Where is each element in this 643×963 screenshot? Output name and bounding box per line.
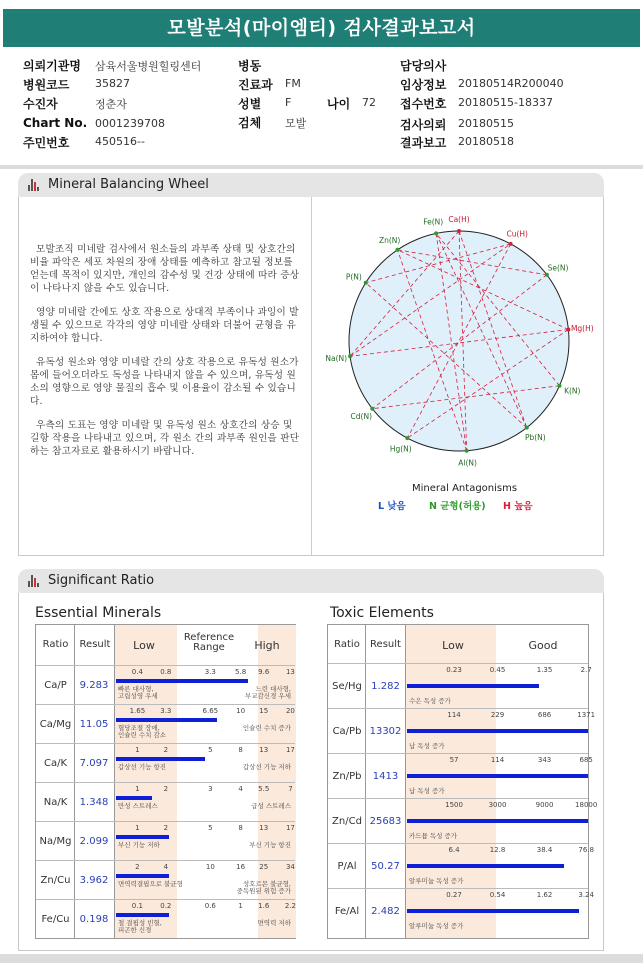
ratio-bar <box>407 864 564 868</box>
tick-label: 229 <box>490 711 505 719</box>
legend-high: H 높음 <box>503 501 533 512</box>
sex-label: 성별 <box>238 97 262 111</box>
ratio-name: Ca/K <box>43 758 68 769</box>
hospcode-label: 병원코드 <box>23 78 70 92</box>
toxic-note: 수은 독성 증가 <box>409 697 451 705</box>
tick-label: 0.27 <box>446 891 462 899</box>
wheel-node-dot <box>348 354 352 358</box>
wheel-node-label: Hg(N) <box>389 444 412 454</box>
tick-label: 3.3 <box>160 707 172 715</box>
tick-labels <box>116 785 294 793</box>
tick-labels <box>407 756 593 764</box>
note-high: 급성 스트레스 <box>251 802 291 810</box>
tick-label: 343 <box>537 756 552 764</box>
note-low: 갑상선 기능 항진 <box>118 763 167 771</box>
toxic-note: 납 독성 증가 <box>409 742 445 750</box>
tick-label: 13 <box>259 746 269 754</box>
wheel-node-dot <box>395 248 399 252</box>
wheel-node-label: Pb(N) <box>524 433 546 443</box>
ratio-result: 11.05 <box>79 719 109 730</box>
wheel-node-label: K(N) <box>564 386 581 396</box>
tick-label: 1.65 <box>129 707 146 715</box>
col-good: Good <box>528 639 558 652</box>
ratio-name: Ca/Mg <box>39 719 72 730</box>
sample-label: 검체 <box>238 116 262 130</box>
essential-row <box>36 782 295 821</box>
ratio-result: 50.27 <box>371 861 400 872</box>
tick-label: 3 <box>208 785 213 793</box>
bar-chart-icon <box>28 179 40 191</box>
wheel-node-label: Zn(N) <box>378 235 401 245</box>
tick-label: 114 <box>447 711 461 719</box>
wheel-paragraph: 우측의 도표는 영양 미네랄 및 유독성 원소 상호간의 상승 및 길항 작용을 나타내고 있으며, 각 원소 간의 과부족 원인을 판단하는 참고자료로 활용하시기 바랍니다. <box>30 420 300 457</box>
ratio-bar <box>407 729 588 733</box>
legend-normal: N 균형(허용) <box>429 501 486 512</box>
request-value: 20180515 <box>458 117 514 130</box>
toxic-title: Toxic Elements <box>330 605 434 621</box>
wheel-node-label: Na(N) <box>325 353 348 363</box>
dept-label: 진료과 <box>238 78 273 92</box>
wheel-node-dot <box>364 281 368 285</box>
note-high: 성호르몬 불균형, 중독원된 위험 증가 <box>236 880 291 895</box>
tick-label: 2.2 <box>284 902 297 910</box>
tick-label: 9000 <box>535 801 554 809</box>
wheel-caption: Mineral Antagonisms <box>412 483 518 494</box>
tick-label: 0.1 <box>131 902 143 910</box>
tick-label: 25 <box>259 863 269 871</box>
toxic-row <box>328 798 598 843</box>
tick-label: 0.54 <box>489 891 506 899</box>
tick-label: 8 <box>238 824 243 832</box>
ratio-name: Zn/Pb <box>332 771 362 782</box>
tick-label: 114 <box>490 756 505 764</box>
tick-labels <box>407 801 598 809</box>
ratio-result: 1413 <box>372 771 399 782</box>
ratio-name: Na/K <box>43 797 68 808</box>
ward-label: 병동 <box>238 59 262 73</box>
ratio-bar <box>116 757 205 761</box>
tick-labels <box>116 707 294 715</box>
essential-table <box>35 624 296 939</box>
tick-label: 5.8 <box>235 668 247 676</box>
wheel-paragraph: 유독성 원소와 영양 미네랄 간의 상호 작용으로 유독성 원소가 몸에 들어오더라도 독성을 나타내지 않을 수 있으며, 유독성 원소의 영향으로 영양 물질의 흡수 및 이용율이 감소될 수 있습니다. <box>30 357 299 407</box>
toxic-row <box>328 843 594 888</box>
ratio-bar <box>116 874 169 878</box>
ratio-name: Zn/Cu <box>40 875 71 886</box>
ratio-section-header <box>18 569 604 593</box>
tick-label: 20 <box>285 707 295 715</box>
ratio-name: Ca/Pb <box>332 726 362 737</box>
tick-labels <box>116 863 294 871</box>
ratio-result: 1.348 <box>79 797 109 808</box>
tick-label: 1 <box>135 785 140 793</box>
tick-label: 2 <box>135 863 140 871</box>
wheel-node-dot <box>557 384 561 388</box>
tick-label: 2 <box>163 824 169 832</box>
footer-bar <box>0 954 643 963</box>
tick-labels <box>116 668 294 676</box>
note-high: 인슐린 수치 증가 <box>242 724 291 732</box>
wheel-node-dot <box>465 449 469 453</box>
patient-info <box>0 55 643 165</box>
tick-labels <box>407 711 596 719</box>
tick-label: 2 <box>163 746 169 754</box>
tick-label: 2 <box>163 785 169 793</box>
patient-value: 정춘자 <box>95 98 127 111</box>
essential-row <box>36 821 295 860</box>
wheel-node-dot <box>434 231 438 235</box>
note-high: 느린 대사형, 부교감신경 우세 <box>244 685 291 700</box>
tick-label: 1 <box>135 824 140 832</box>
report-title: 모발분석(마이엠티) 검사결과보고서 <box>3 9 640 47</box>
clinical-value: 20180514R200040 <box>458 77 564 90</box>
tick-label: 1.62 <box>536 891 553 899</box>
tick-label: 0.45 <box>489 666 506 674</box>
tick-labels <box>407 846 594 854</box>
resultdate-label: 결과보고 <box>400 136 447 150</box>
tick-label: 15 <box>259 707 269 715</box>
tick-labels <box>116 902 297 910</box>
legend-low: L 낮음 <box>378 501 406 512</box>
tick-labels <box>116 746 294 754</box>
wheel-node-label: Fe(N) <box>423 217 444 227</box>
ratio-name: Zn/Cd <box>332 816 362 827</box>
tick-label: 3.24 <box>578 891 594 899</box>
tick-label: 16 <box>236 863 246 871</box>
ratio-bar <box>407 774 588 778</box>
ratio-bar <box>407 684 539 688</box>
wheel-node-label: Cu(H) <box>506 229 528 239</box>
note-high: 갑상선 기능 저하 <box>242 763 291 771</box>
note-high: 면역력 저하 <box>257 919 291 927</box>
tick-label: 686 <box>537 711 552 719</box>
note-low: 만성 스트레스 <box>118 802 158 810</box>
tick-label: 6.65 <box>202 707 219 715</box>
essential-row <box>36 860 295 899</box>
ratio-result: 3.962 <box>79 875 109 886</box>
essential-row <box>36 899 295 938</box>
tick-label: 76.8 <box>578 846 594 854</box>
tick-label: 6.4 <box>448 846 460 854</box>
mineral-wheel-diagram <box>312 198 602 518</box>
wheel-description <box>30 243 302 469</box>
ratio-section-title: Significant Ratio <box>48 573 155 588</box>
tick-label: 2.7 <box>580 666 592 674</box>
tick-label: 3.3 <box>204 668 216 676</box>
tick-label: 1.35 <box>536 666 553 674</box>
note-low: 철 결핍성 빈혈, 피곤한 신경 <box>118 919 162 934</box>
wheel-node-label: Ca(H) <box>448 215 470 224</box>
tick-label: 18000 <box>575 801 598 809</box>
ratio-name: Se/Hg <box>332 681 362 692</box>
tick-label: 1500 <box>445 801 463 809</box>
wheel-node-dot <box>370 407 374 411</box>
tick-label: 17 <box>285 824 295 832</box>
tick-label: 0.23 <box>446 666 462 674</box>
wheel-section-title: Mineral Balancing Wheel <box>48 177 209 192</box>
note-high: 부신 기능 항진 <box>249 841 291 849</box>
ratio-result: 7.097 <box>79 758 109 769</box>
bar-chart-icon <box>28 575 40 587</box>
tick-label: 1 <box>238 902 243 910</box>
ratio-result: 1.282 <box>371 681 400 692</box>
request-label: 검사의뢰 <box>400 118 447 132</box>
wheel-node-label: Se(N) <box>547 263 569 273</box>
tick-label: 10 <box>205 863 215 871</box>
receipt-label: 접수번호 <box>400 97 447 111</box>
wheel-node-dot <box>509 242 513 246</box>
tick-label: 13 <box>259 824 269 832</box>
tick-label: 0.8 <box>160 668 172 676</box>
tick-label: 685 <box>579 756 593 764</box>
ratio-bar <box>116 913 169 917</box>
col-low: Low <box>133 639 155 652</box>
wheel-node-dot <box>457 229 461 233</box>
ratio-result: 13302 <box>369 726 402 737</box>
tick-labels <box>116 824 294 832</box>
chart-value: 0001239708 <box>95 117 165 130</box>
resultdate-value: 20180518 <box>458 135 514 148</box>
ratio-bar <box>407 909 579 913</box>
tick-label: 7 <box>288 785 293 793</box>
resid-label: 주민번호 <box>23 136 70 150</box>
tick-label: 10 <box>236 707 246 715</box>
wheel-node-label: Al(N) <box>458 458 477 468</box>
org-value: 삼육서울병원힐링센터 <box>95 60 202 73</box>
ratio-result: 2.482 <box>371 906 400 917</box>
resid-value: 450516-- <box>95 135 145 148</box>
tick-label: 57 <box>449 756 459 764</box>
col-high: High <box>254 639 280 652</box>
org-label: 의뢰기관명 <box>23 59 81 73</box>
dept-value: FM <box>285 77 301 90</box>
tick-labels <box>407 891 594 899</box>
patient-label: 수진자 <box>23 97 58 111</box>
wheel-node-label: P(N) <box>345 272 362 282</box>
ratio-name: Fe/Al <box>334 906 360 917</box>
toxic-row <box>328 708 596 753</box>
wheel-node-dot <box>545 273 549 277</box>
clinical-label: 임상정보 <box>400 78 447 92</box>
essential-row <box>36 665 295 704</box>
col-ratio: Ratio <box>334 639 360 650</box>
ratio-result: 9.283 <box>79 680 109 691</box>
ratio-bar <box>116 679 248 683</box>
wheel-paragraph: 모발조직 미네랄 검사에서 원소들의 과부족 상태 및 상호간의 비율 파악은 세포 차원의 장애 상태를 예측하고 참고될 정보를 얻는데 목적이 있지만, 개인의 감수성 및 건강 상태에 따라 증상이 나타나지 않을 수도 있습니다. <box>30 244 300 294</box>
ratio-bar <box>116 835 169 839</box>
tick-label: 12.8 <box>489 846 506 854</box>
tick-labels <box>407 666 592 674</box>
tick-label: 5.5 <box>258 785 270 793</box>
ratio-name: Na/Mg <box>39 836 72 847</box>
header-divider <box>0 165 643 169</box>
toxic-table <box>327 624 598 939</box>
ratio-name: P/Al <box>337 861 357 872</box>
toxic-note: 알루미늄 독성 증가 <box>409 922 464 930</box>
doctor-label: 담당의사 <box>400 59 447 73</box>
col-result: Result <box>370 639 401 650</box>
note-low: 부신 기능 저하 <box>118 841 160 849</box>
chart-label: Chart No. <box>23 116 88 130</box>
toxic-row <box>328 753 593 798</box>
tick-label: 38.4 <box>536 846 553 854</box>
tick-label: 4 <box>163 863 169 871</box>
wheel-section-header <box>18 173 604 197</box>
wheel-node-label: Cd(N) <box>350 412 373 422</box>
ratio-bar <box>116 796 152 800</box>
col-ratio: Ratio <box>42 639 69 650</box>
tick-label: 17 <box>285 746 295 754</box>
tick-label: 4 <box>238 785 243 793</box>
note-low: 빠른 대사형, 고립성영 우세 <box>118 685 158 700</box>
tick-label: 0.6 <box>204 902 216 910</box>
ratio-result: 25683 <box>369 816 402 827</box>
toxic-note: 알루미늄 독성 증가 <box>409 877 464 885</box>
tick-label: 1.6 <box>258 902 270 910</box>
tick-label: 1371 <box>577 711 596 719</box>
toxic-row <box>328 888 594 933</box>
tick-label: 0.2 <box>160 902 172 910</box>
receipt-value: 20180515-18337 <box>458 96 553 109</box>
toxic-note: 카드뮴 독성 증가 <box>409 832 458 840</box>
tick-label: 8 <box>238 746 243 754</box>
tick-label: 1 <box>135 746 140 754</box>
wheel-node-dot <box>566 328 570 332</box>
ratio-name: Ca/P <box>44 680 67 691</box>
tick-label: 5 <box>208 746 213 754</box>
col-result: Result <box>79 639 111 650</box>
note-low: 면역력결핍으로 불균형 <box>118 880 183 888</box>
tick-label: 3000 <box>488 801 507 809</box>
col-reference: Reference Range <box>183 632 235 653</box>
col-low: Low <box>442 639 464 652</box>
toxic-row <box>328 663 592 708</box>
ratio-bar <box>407 819 588 823</box>
age-value: 72 <box>362 96 376 109</box>
wheel-paragraph: 영양 미네랄 간에도 상호 작용으로 상대적 부족이나 과잉이 발생될 수 있으므로 각각의 영양 미네랄 상태와 더불어 균형을 유지하여야 합니다. <box>30 307 299 344</box>
wheel-node-dot <box>525 426 529 430</box>
ratio-result: 2.099 <box>79 836 109 847</box>
tick-label: 0.4 <box>131 668 143 676</box>
essential-row <box>36 704 295 743</box>
wheel-node-label: Mg(H) <box>570 324 594 334</box>
essential-row <box>36 743 295 782</box>
essential-title: Essential Minerals <box>35 605 162 621</box>
tick-label: 13 <box>285 668 295 676</box>
note-low: 혈당조절 장애, 인슐린 수치 감소 <box>118 724 167 739</box>
sex-value: F <box>285 96 292 109</box>
hospcode-value: 35827 <box>95 77 130 90</box>
ratio-bar <box>116 718 217 722</box>
tick-label: 5 <box>208 824 213 832</box>
age-label: 나이 <box>327 97 351 111</box>
ratio-name: Fe/Cu <box>41 914 70 925</box>
toxic-note: 납 독성 증가 <box>409 787 445 795</box>
sample-value: 모발 <box>285 117 307 130</box>
wheel-node-dot <box>405 436 409 440</box>
tick-label: 34 <box>285 863 295 871</box>
ratio-result: 0.198 <box>79 914 109 925</box>
tick-label: 9.6 <box>258 668 270 676</box>
